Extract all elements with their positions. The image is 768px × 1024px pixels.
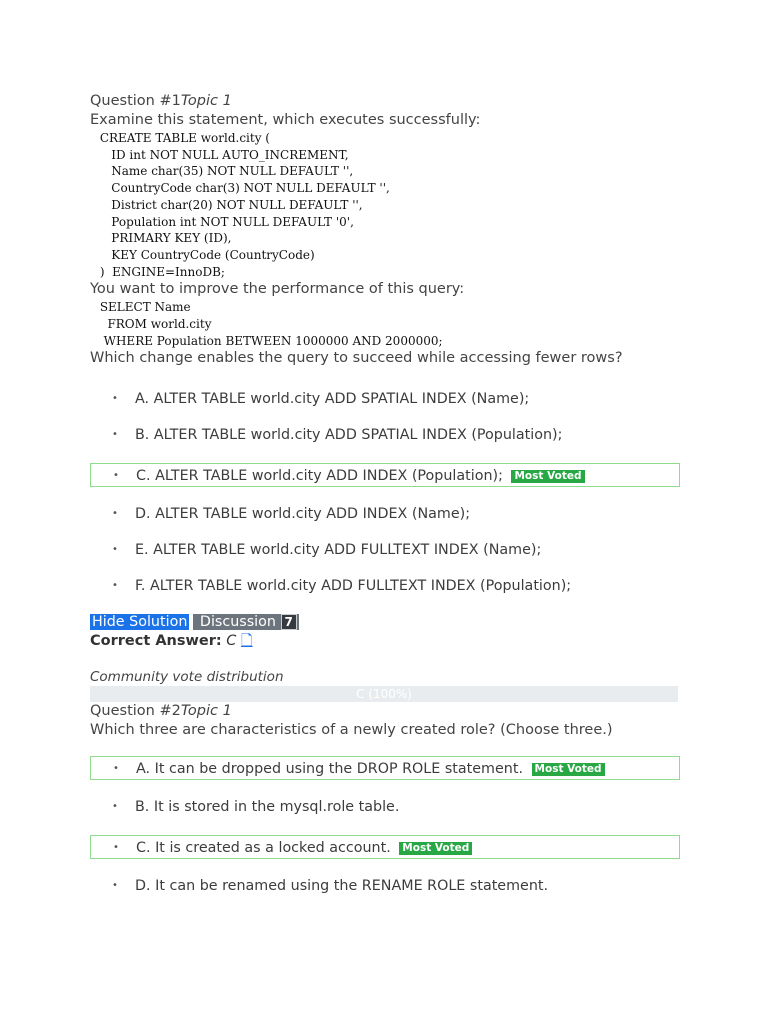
question-1-mid-text: You want to improve the performance of this query: xyxy=(90,281,465,298)
bullet-icon: • xyxy=(112,429,118,441)
correct-answer-label: Correct Answer: xyxy=(90,633,222,650)
question-2-choices xyxy=(90,756,680,898)
choice-text: E. ALTER TABLE world.city ADD FULLTEXT INDEX (Name); xyxy=(135,542,542,559)
document-icon[interactable]: 🗋 xyxy=(241,633,253,650)
choice-text: B. It is stored in the mysql.role table. xyxy=(135,799,400,816)
choice-text: C. It is created as a locked account. xyxy=(136,840,391,857)
choice-text: D. ALTER TABLE world.city ADD INDEX (Name); xyxy=(135,506,471,523)
choice-a[interactable] xyxy=(90,756,680,780)
choice-b[interactable] xyxy=(90,795,680,819)
question-2-title xyxy=(90,702,680,721)
choice-text: C. ALTER TABLE world.city ADD INDEX (Population); xyxy=(136,468,503,485)
create-table-code: CREATE TABLE world.city ( ID int NOT NULL AUTO_INCREMENT, Name char(35) NOT NULL DEFAULT '', CountryCode char(3) NOT NULL DEFAULT '', District char(20) NOT NULL DEFAULT '', Population int NOT NULL DEFAULT '0', PRIMARY KEY (ID), KEY CountryCode (CountryCode) ) ENGINE=InnoDB; xyxy=(99,131,390,279)
hide-solution-button[interactable]: Hide Solution xyxy=(92,614,188,631)
most-voted-badge: Most Voted xyxy=(532,763,605,776)
select-query-code: SELECT Name FROM world.city WHERE Population BETWEEN 1000000 AND 2000000; xyxy=(99,300,443,348)
question-topic: Topic 1 xyxy=(180,93,232,109)
correct-answer xyxy=(90,632,680,651)
question-1-title xyxy=(90,92,680,111)
choice-d[interactable] xyxy=(90,874,680,898)
question-topic: Topic 1 xyxy=(180,703,232,720)
most-voted-badge: Most Voted xyxy=(511,470,584,483)
choice-a[interactable] xyxy=(90,387,680,411)
discussion-label: Discussion xyxy=(195,614,281,631)
vote-distribution-label: Community vote distribution xyxy=(90,669,284,686)
choice-d[interactable] xyxy=(90,502,680,526)
bullet-icon: • xyxy=(112,801,118,813)
bullet-icon: • xyxy=(113,470,119,482)
bullet-icon: • xyxy=(112,580,118,592)
bullet-icon: • xyxy=(112,508,118,520)
correct-answer-value: C xyxy=(226,633,237,650)
bullet-icon: • xyxy=(113,842,119,854)
question-number: Question #1 xyxy=(90,93,181,109)
bullet-icon: • xyxy=(113,763,119,775)
question-1-prompt: Which change enables the query to succeed while accessing fewer rows? xyxy=(90,350,623,367)
bullet-icon: • xyxy=(112,393,118,405)
question-1-choices xyxy=(90,387,680,598)
question-number: Question #2 xyxy=(90,703,181,720)
choice-text: B. ALTER TABLE world.city ADD SPATIAL INDEX (Population); xyxy=(135,427,563,444)
discussion-count-badge: 7 xyxy=(281,614,297,630)
choice-f[interactable] xyxy=(90,574,680,598)
choice-e[interactable] xyxy=(90,538,680,562)
choice-b[interactable] xyxy=(90,423,680,447)
question-1-intro: Examine this statement, which executes successfully: xyxy=(90,112,481,128)
bullet-icon: • xyxy=(112,880,118,892)
choice-text: D. It can be renamed using the RENAME ROLE statement. xyxy=(135,878,549,895)
question-2-prompt: Which three are characteristics of a newly created role? (Choose three.) xyxy=(90,722,613,739)
solution-button-row xyxy=(90,613,680,632)
bullet-icon: • xyxy=(112,544,118,556)
choice-c[interactable] xyxy=(90,835,680,859)
page-content xyxy=(90,92,680,898)
most-voted-badge: Most Voted xyxy=(399,842,472,855)
discussion-button[interactable] xyxy=(193,614,298,630)
choice-c[interactable] xyxy=(90,463,680,487)
choice-text: A. It can be dropped using the DROP ROLE statement. xyxy=(136,761,523,778)
choice-text: A. ALTER TABLE world.city ADD SPATIAL INDEX (Name); xyxy=(135,391,530,408)
choice-text: F. ALTER TABLE world.city ADD FULLTEXT INDEX (Population); xyxy=(135,578,572,595)
vote-distribution-bar: C (100%) xyxy=(90,686,678,702)
